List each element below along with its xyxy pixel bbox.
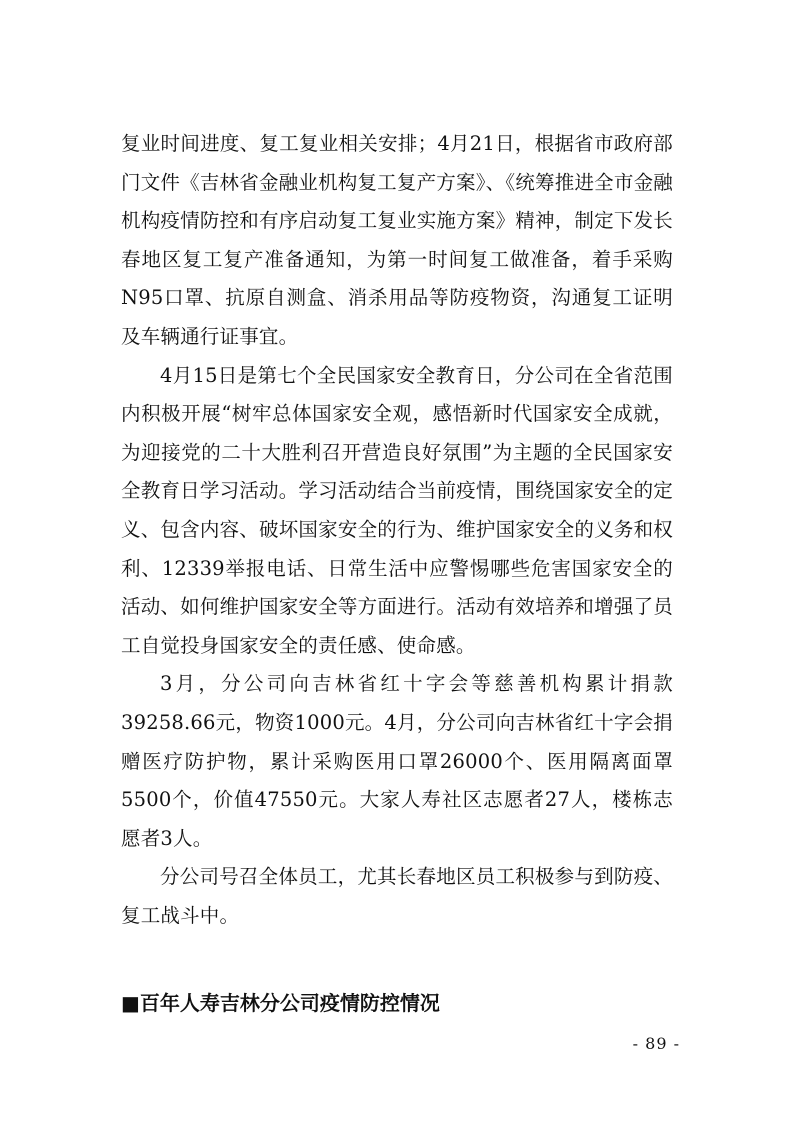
paragraph-1: 复业时间进度、复工复业相关安排；4月21日，根据省市政府部门文件《吉林省金融业机构复工复产方案》、《统筹推进全市金融机构疫情防控和有序启动复工复业实施方案》精神，制定下发长春地区复工复产准备通知，为第一时间复工做准备，着手采购N95口罩、抗原自测盒、消杀用品等防疫物资，沟通复工证明及车辆通行证事宜。 [121,132,673,348]
body-text [121,125,673,935]
paragraph-2: 4月15日是第七个全民国家安全教育日，分公司在全省范围内积极开展“树牢总体国家安全观，感悟新时代国家安全成就，为迎接党的二十大胜利召开营造良好氛围”为主题的全民国家安全教育日学习活动。学习活动结合当前疫情，围绕国家安全的定义、包含内容、破坏国家安全的行为、维护国家安全的义务和权利、12339举报电话、日常生活中应警惕哪些危害国家安全的活动、如何维护国家安全等方面进行。活动有效培养和增强了员工自觉投身国家安全的责任感、使命感。 [121,363,673,657]
page-number: - 89 - [632,1034,680,1053]
paragraph-3: 3月，分公司向吉林省红十字会等慈善机构累计捐款39258.66元，物资1000元。4月，分公司向吉林省红十字会捐赠医疗防护物，累计采购医用口罩26000个、医用隔离面罩5500个，价值47550元。大家人寿社区志愿者27人，楼栋志愿者3人。 [121,672,673,850]
section-heading: ■百年人寿吉林分公司疫情防控情况 [121,991,440,1015]
paragraph-4: 分公司号召全体员工，尤其长春地区员工积极参与到防疫、复工战斗中。 [121,865,673,927]
